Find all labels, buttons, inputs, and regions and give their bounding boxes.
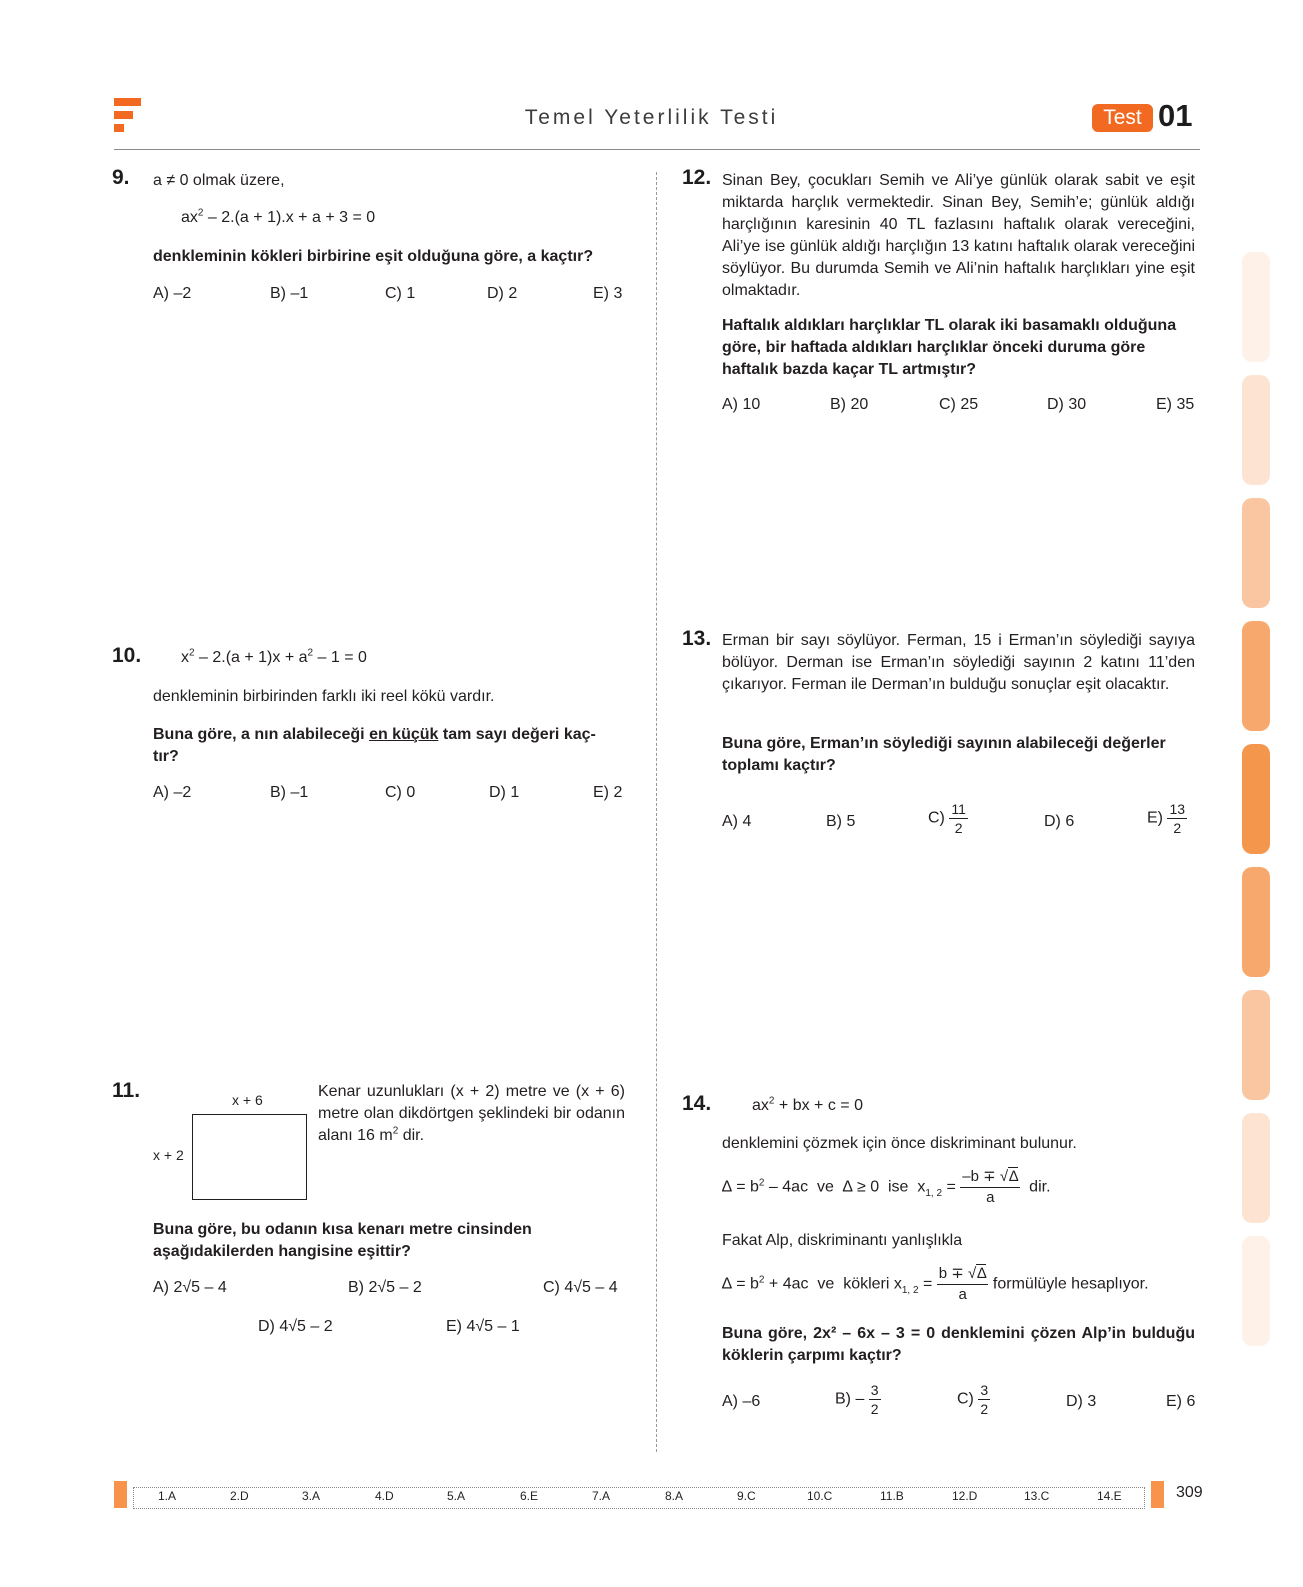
question-14-line1: denklemini çözmek için önce diskriminant bulunur. [722, 1135, 1077, 1152]
page-number: 309 [1176, 1484, 1203, 1501]
section-tab-9[interactable] [1242, 1236, 1270, 1346]
column-divider [656, 172, 657, 1452]
q14-option-e[interactable]: E) 6 [1166, 1393, 1196, 1410]
answer-key-item: 8.A [665, 1489, 684, 1503]
question-13-text: Buna göre, Erman’ın söylediği sayının alabileceği değerler toplamı kaçtır? [722, 735, 1166, 774]
question-10-equation: $x^2 - 2.(a + 1)x + a^2 - 1 = 0$ [181, 647, 367, 666]
answer-key-bar [133, 1487, 1145, 1509]
question-11-intro: Kenar uzunlukları (x + 2) metre ve (x + 6) metre olan dikdörtgen şeklindeki bir odanın alanı 16 $m^2$ dir. [318, 1083, 625, 1144]
answer-key-item: 10.C [807, 1489, 833, 1503]
test-number: 01 [1158, 98, 1193, 133]
test-badge: Test [1092, 104, 1153, 132]
question-14-number: 14. [682, 1092, 712, 1115]
answer-key-item: 12.D [952, 1489, 978, 1503]
header-title: Temel Yeterlilik Testi [524, 106, 779, 129]
section-tab-2[interactable] [1242, 375, 1270, 485]
q12-option-b[interactable]: B) 20 [830, 396, 869, 413]
rectangle-top-label: x + 6 [232, 1092, 263, 1108]
section-tab-7[interactable] [1242, 990, 1270, 1100]
answer-key-item: 4.D [375, 1489, 394, 1503]
q10-option-b[interactable]: B) –1 [270, 784, 309, 801]
q12-option-e[interactable]: E) 35 [1156, 396, 1195, 413]
q9-option-e[interactable]: E) 3 [593, 285, 623, 302]
question-10-text: Buna göre, a nın alabileceği en küçük tam sayı değeri kaç- tır? [153, 726, 596, 765]
q12-option-c[interactable]: C) 25 [939, 396, 979, 413]
question-9-intro: a ≠ 0 olmak üzere, [153, 172, 285, 189]
q10-option-c[interactable]: C) 0 [385, 784, 416, 801]
q9-option-d[interactable]: D) 2 [487, 285, 518, 302]
q13-option-c[interactable]: C) $\frac{11}{2}$ [928, 801, 966, 836]
answer-key-item: 13.C [1024, 1489, 1050, 1503]
question-12-number: 12. [682, 166, 712, 189]
q14-option-a[interactable]: A) –6 [722, 1393, 761, 1410]
question-13-intro: Erman bir sayı söylüyor. Ferman, 15 i Erman’ın söylediği sayıya bölüyor. Derman ise Erman’ın söylediği sayının 2 katını 11’den çıkarıyor. Ferman ile Derman’ın bulduğu sonuçlar eşit olacaktır. [722, 632, 1195, 693]
footer-left-marker [114, 1481, 127, 1508]
question-12-text: Haftalık aldıkları harçlıklar TL olarak iki basamaklı olduğuna göre, bir haftada aldıkları harçlıklar önceki duruma göre haftalık bazda kaçar TL artmıştır? [722, 317, 1177, 378]
q13-option-e[interactable]: E) $\frac{13}{2}$ [1147, 801, 1186, 836]
room-rectangle [192, 1114, 307, 1200]
section-tab-8[interactable] [1242, 1113, 1270, 1223]
q10-option-a[interactable]: A) –2 [153, 784, 192, 801]
q14-option-b[interactable]: B) – $\frac{3}{2}$ [835, 1382, 879, 1417]
q9-option-a[interactable]: A) –2 [153, 285, 192, 302]
answer-key-item: 11.B [880, 1489, 904, 1503]
answer-key-item: 6.E [520, 1489, 539, 1503]
question-14-text: Buna göre, 2x² – 6x – 3 = 0 denklemini çözen Alp’in bulduğu köklerin çarpımı kaçtır? [722, 1325, 1195, 1364]
question-14-line2: Fakat Alp, diskriminantı yanlışlıkla [722, 1232, 963, 1249]
q9-option-c[interactable]: C) 1 [385, 285, 416, 302]
q13-option-a[interactable]: A) 4 [722, 813, 752, 830]
q11-option-a[interactable]: A) 2√5 – 4 [153, 1279, 227, 1296]
q12-option-d[interactable]: D) 30 [1047, 396, 1087, 413]
answer-key-item: 7.A [592, 1489, 611, 1503]
q13-option-d[interactable]: D) 6 [1044, 813, 1075, 830]
q11-option-b[interactable]: B) 2√5 – 2 [348, 1279, 422, 1296]
answer-key-item: 9.C [737, 1489, 756, 1503]
q11-option-c[interactable]: C) 4√5 – 4 [543, 1279, 618, 1296]
answer-key-item: 3.A [302, 1489, 321, 1503]
header-rule [114, 149, 1200, 150]
q10-option-d[interactable]: D) 1 [489, 784, 520, 801]
question-9-text: denkleminin kökleri birbirine eşit olduğuna göre, a kaçtır? [153, 248, 594, 265]
answer-key-item: 5.A [447, 1489, 466, 1503]
question-11-number: 11. [112, 1079, 141, 1102]
question-10-number: 10. [112, 644, 142, 667]
answer-key-item: 2.D [230, 1489, 249, 1503]
rectangle-side-label: x + 2 [153, 1147, 184, 1163]
section-tab-3[interactable] [1242, 498, 1270, 608]
q10-option-e[interactable]: E) 2 [593, 784, 623, 801]
question-10-line: denkleminin birbirinden farklı iki reel kökü vardır. [153, 688, 495, 705]
question-14-wrong-formula: ∆ = $b^2 + 4ac$ ve kökleri $x_{1, 2}$ = $\frac{b \mp √\Delta}{a}$ formülüyle hesaplıyor. [722, 1265, 1149, 1303]
q14-option-c[interactable]: C) $\frac{3}{2}$ [957, 1382, 989, 1417]
q9-option-b[interactable]: B) –1 [270, 285, 309, 302]
question-9-equation: $ax^2 - 2.(a + 1).x + a + 3 = 0$ [181, 207, 376, 226]
q14-option-d[interactable]: D) 3 [1066, 1393, 1097, 1410]
section-tab-6[interactable] [1242, 867, 1270, 977]
answer-key-item: 14.E [1097, 1489, 1122, 1503]
answer-key-item: 1.A [158, 1489, 177, 1503]
question-13-number: 13. [682, 627, 712, 650]
question-11-text: Buna göre, bu odanın kısa kenarı metre cinsinden aşağıdakilerden hangisine eşittir? [153, 1221, 532, 1260]
section-tab-4[interactable] [1242, 621, 1270, 731]
q12-option-a[interactable]: A) 10 [722, 396, 761, 413]
q11-option-d[interactable]: D) 4√5 – 2 [258, 1318, 333, 1335]
footer-right-marker [1151, 1481, 1164, 1508]
section-tab-5-active[interactable] [1242, 744, 1270, 854]
question-14-equation: $ax^2$ + bx + c = 0 [752, 1095, 863, 1114]
q13-option-b[interactable]: B) 5 [826, 813, 856, 830]
question-12-intro: Sinan Bey, çocukları Semih ve Ali’ye günlük olarak sabit ve eşit miktarda harçlık vermektedir. Sinan Bey, Semih’e; günlük aldığı harçlığının karesinin 40 TL fazlasını haftalık olarak vereceğini, Ali’ye ise günlük aldığı harçlığın 13 katını haftalık olarak vereceğini söylüyor. Bu durumda Semih ve Ali’nin haftalık harçlıkları yine eşit olmaktadır. [722, 172, 1195, 299]
q11-option-e[interactable]: E) 4√5 – 1 [446, 1318, 520, 1335]
question-14-correct-formula: ∆ = $b^2 - 4ac$ ve ∆ ≥ 0 ise $x_{1, 2}$ = $\frac{-b \mp √\Delta}{a}$ dir. [722, 1168, 1051, 1206]
section-tab-1[interactable] [1242, 252, 1270, 362]
question-9-number: 9. [112, 166, 130, 189]
